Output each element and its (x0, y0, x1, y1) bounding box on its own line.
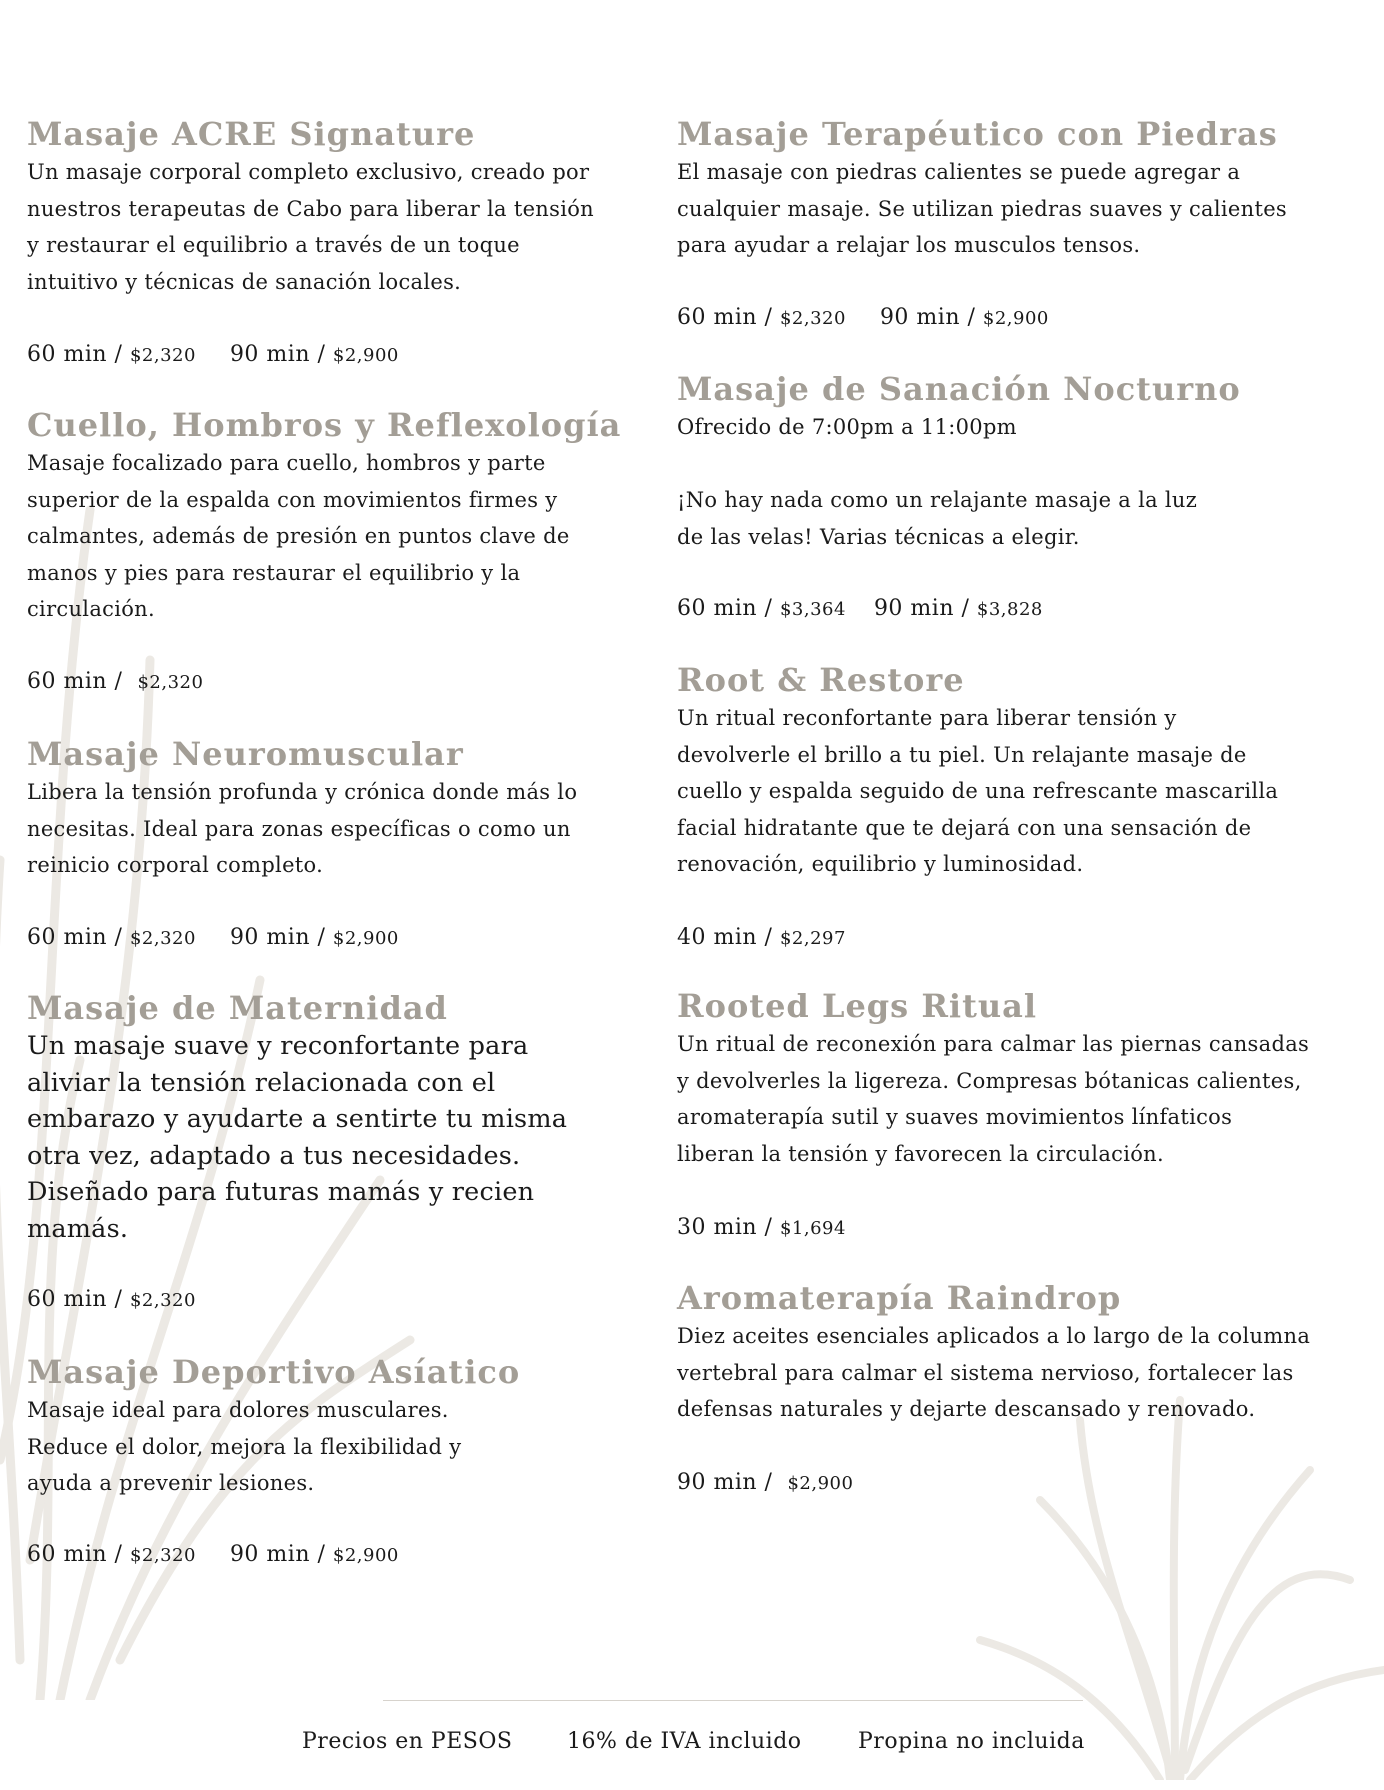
desc-line: vertebral para calmar el sistema nervioso, fortalecer las (677, 1360, 1294, 1385)
service-description (27, 154, 627, 300)
price: $2,900 (332, 928, 399, 949)
duration: 40 min / (677, 925, 780, 950)
desc-line: cualquier masaje. Se utilizan piedras suaves y calientes (677, 196, 1288, 221)
desc-line: mamás. (27, 1213, 129, 1244)
service-title: Masaje ACRE Signature (27, 115, 476, 153)
service-prices (27, 1287, 196, 1312)
service-prices (27, 1542, 399, 1567)
duration: 60 min / (27, 925, 130, 950)
desc-line: y restaurar el equilibrio a través de un toque (27, 233, 520, 257)
service-piedras (677, 114, 1357, 264)
agave-right-decor (970, 1380, 1384, 1780)
desc-line: facial hidratante que te dejará con una sensación de (677, 815, 1252, 840)
duration: 60 min / (27, 669, 138, 694)
duration: 60 min / (27, 342, 130, 367)
service-title: Root & Restore (677, 661, 965, 699)
desc-line: y devolverles la ligereza. Compresas bótanicas calientes, (677, 1068, 1302, 1093)
footer-currency: Precios en PESOS (302, 1729, 513, 1754)
service-neuromuscular (27, 734, 627, 884)
desc-line: cuello y espalda seguido de una refrescante mascarilla (677, 779, 1279, 803)
desc-line: embarazo y ayudarte a sentirte tu misma (27, 1104, 568, 1134)
service-description (677, 1026, 1357, 1172)
footer-tax: 16% de IVA incluido (567, 1729, 802, 1754)
service-prices (677, 305, 1049, 330)
service-description (27, 1028, 627, 1247)
service-description (677, 700, 1357, 883)
service-rooted-legs (677, 986, 1357, 1172)
price: $2,900 (787, 1473, 854, 1494)
price: $3,828 (976, 599, 1043, 620)
desc-line: otra vez, adaptado a tus necesidades. (27, 1140, 521, 1171)
service-root-restore (677, 660, 1357, 883)
desc-line: Libera la tensión profunda y crónica donde más lo (27, 780, 578, 804)
desc-line: aromaterapía sutil y suaves movimientos línfaticos (677, 1105, 1233, 1129)
service-cuello-hombros (27, 405, 627, 628)
price: $2,320 (137, 672, 204, 693)
service-prices (677, 1215, 846, 1240)
service-maternidad (27, 988, 627, 1247)
service-description (27, 1392, 627, 1502)
desc-line: Diez aceites esenciales aplicados a lo largo de la columna (677, 1324, 1311, 1348)
duration: 30 min / (677, 1215, 780, 1240)
service-description (27, 445, 627, 628)
service-title: Masaje Neuromuscular (27, 735, 464, 773)
price: $2,320 (129, 1545, 196, 1566)
desc-line: para ayudar a relajar los musculos tensos. (677, 233, 1141, 257)
duration: 90 min / (229, 342, 333, 367)
service-prices (27, 342, 399, 367)
desc-line: de las velas! Varias técnicas a elegir. (677, 524, 1080, 549)
footer-tip: Propina no incluida (858, 1729, 1085, 1754)
desc-line: Un masaje suave y reconfortante para (27, 1031, 529, 1061)
desc-line: nuestros terapeutas de Cabo para liberar la tensión (27, 196, 594, 221)
desc-line: ayuda a prevenir lesiones. (27, 1471, 315, 1495)
duration: 90 min / (873, 596, 977, 621)
desc-line: necesitas. Ideal para zonas específicas o como un (27, 816, 571, 841)
service-nocturno (677, 369, 1357, 555)
service-description (677, 409, 1357, 555)
desc-line: reinicio corporal completo. (27, 853, 324, 877)
service-description (677, 154, 1357, 264)
duration: 90 min / (229, 1542, 333, 1567)
price: $2,320 (779, 308, 846, 329)
desc-line: ¡No hay nada como un relajante masaje a la luz (677, 488, 1198, 512)
service-title: Aromaterapía Raindrop (677, 1279, 1122, 1317)
price: $2,900 (982, 308, 1049, 329)
desc-line: manos y pies para restaurar el equilibrio y la (27, 560, 521, 585)
desc-line: Un ritual de reconexión para calmar las piernas cansadas (677, 1032, 1310, 1056)
service-prices (677, 1470, 853, 1495)
service-title: Masaje Terapéutico con Piedras (677, 115, 1278, 153)
service-prices (27, 925, 399, 950)
desc-line: superior de la espalda con movimientos firmes y (27, 487, 558, 512)
service-deportivo (27, 1352, 627, 1502)
price: $2,297 (779, 928, 846, 949)
desc-line: El masaje con piedras calientes se puede agregar a (677, 160, 1241, 184)
price: $2,320 (129, 928, 196, 949)
desc-line: liberan la tensión y favorecen la circulación. (677, 1141, 1164, 1166)
duration: 90 min / (677, 1470, 788, 1495)
desc-line: Un masaje corporal completo exclusivo, creado por (27, 160, 590, 184)
duration: 60 min / (677, 596, 780, 621)
service-title: Cuello, Hombros y Reflexología (27, 406, 622, 444)
desc-line: Masaje focalizado para cuello, hombros y parte (27, 451, 546, 475)
service-acre-signature (27, 114, 627, 300)
service-title: Masaje Deportivo Asíatico (27, 1353, 521, 1391)
desc-line: intuitivo y técnicas de sanación locales. (27, 269, 462, 294)
duration: 90 min / (879, 305, 983, 330)
desc-line: devolverle el brillo a tu piel. Un relajante masaje de (677, 742, 1247, 767)
service-title: Masaje de Maternidad (27, 989, 448, 1027)
desc-line: Ofrecido de 7:00pm a 11:00pm (677, 415, 1017, 439)
price: $2,900 (332, 1545, 399, 1566)
service-prices (677, 925, 846, 950)
price: $2,900 (332, 345, 399, 366)
desc-line: aliviar la tensión relacionada con el (27, 1067, 496, 1098)
price: $3,364 (779, 599, 846, 620)
service-prices (677, 596, 1043, 621)
desc-line: Diseñado para futuras mamás y recien (27, 1177, 535, 1207)
desc-line: Masaje ideal para dolores musculares. (27, 1398, 449, 1422)
service-title: Rooted Legs Ritual (677, 987, 1038, 1025)
desc-line: Un ritual reconfortante para liberar tensión y (677, 706, 1177, 730)
footer-divider (383, 1700, 1083, 1701)
duration: 60 min / (27, 1287, 130, 1312)
price: $1,694 (779, 1218, 846, 1239)
service-aromaterapia (677, 1278, 1357, 1428)
desc-line: renovación, equilibrio y luminosidad. (677, 852, 1084, 876)
price: $2,320 (129, 1290, 196, 1311)
service-description (27, 774, 627, 884)
duration: 60 min / (677, 305, 780, 330)
service-prices (27, 669, 203, 694)
desc-line: Reduce el dolor, mejora la flexibilidad y (27, 1434, 462, 1459)
desc-line: defensas naturales y dejarte descansado y renovado. (677, 1397, 1256, 1421)
desc-line: circulación. (27, 597, 155, 621)
duration: 60 min / (27, 1542, 130, 1567)
service-title: Masaje de Sanación Nocturno (677, 370, 1241, 408)
desc-line: calmantes, además de presión en puntos clave de (27, 524, 570, 548)
duration: 90 min / (229, 925, 333, 950)
price: $2,320 (129, 345, 196, 366)
service-description (677, 1318, 1357, 1428)
